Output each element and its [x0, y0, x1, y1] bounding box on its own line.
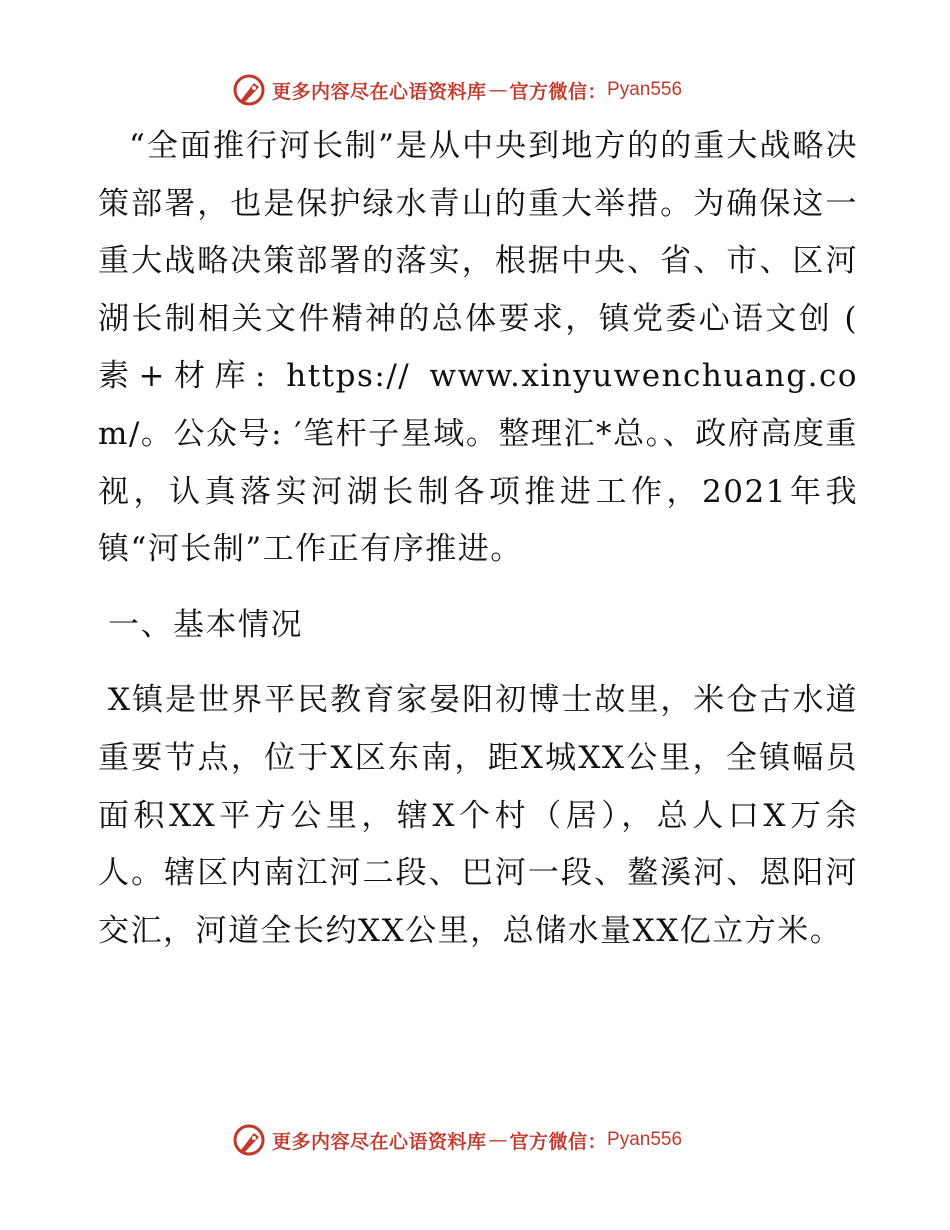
- footer-banner-wechat-id: Pyan556: [607, 1129, 683, 1150]
- header-banner-main-text: 更多内容尽在心语资料库: [272, 80, 487, 103]
- header-banner-dash: —: [488, 79, 508, 101]
- pen-nib-logo-icon: [232, 73, 266, 107]
- header-banner-wechat-id: Pyan556: [607, 79, 683, 100]
- pen-nib-logo-icon: [232, 1123, 266, 1157]
- header-banner: [232, 70, 682, 110]
- footer-banner: [232, 1120, 682, 1160]
- body-paragraph-intro: “全面推行河长制”是从中央到地方的的重大战略决策部署，也是保护绿水青山的重大举措。为确保这一重大战略决策部署的落实，根据中央、省、市、区河湖长制相关文件精神的总体要求，镇党委心语文创 ( 素+材库: https:// www.xinyuwenchuang.com/。公众号: ′笔杆子星域。整理汇*总。、政府高度重视，认真落实河湖长制各项推进工作，2021年我镇“河长制”工作正有序推进。: [98, 128, 858, 568]
- footer-banner-wechat-label: 官方微信：: [509, 1130, 608, 1153]
- document-body: [98, 118, 858, 960]
- footer-banner-main-text: 更多内容尽在心语资料库: [272, 1130, 487, 1153]
- header-banner-wechat-label: 官方微信：: [509, 80, 608, 103]
- section-heading-basic-situation: 一、基本情况: [108, 606, 303, 643]
- footer-banner-dash: —: [488, 1129, 508, 1151]
- body-paragraph-basic-situation: X镇是世界平民教育家晏阳初博士故里，米仓古水道重要节点，位于X区东南，距X城XX公里，全镇幅员面积XX平方公里，辖X个村（居），总人口X万余人。辖区内南江河二段、巴河一段、鳌溪河、恩阳河交汇，河道全长约XX公里，总储水量XX亿立方米。: [98, 682, 858, 949]
